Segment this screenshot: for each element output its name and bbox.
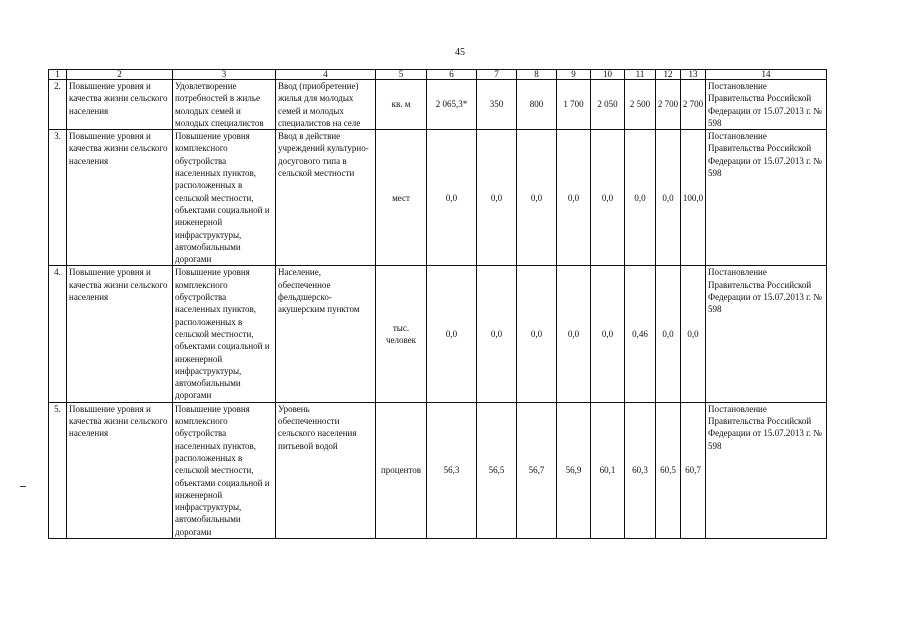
value-cell: 56,3 (427, 402, 477, 538)
task-cell: Повышение уровня комплексного обустройства населенных пунктов, расположенных в сельской местности, объектами социальной и инженерной инфраструктуры, автомобильными дорогами (173, 266, 276, 402)
column-number-row (49, 70, 827, 80)
task-cell: Повышение уровня комплексного обустройства населенных пунктов, расположенных в сельской местности, объектами социальной и инженерной инфраструктуры, автомобильными дорогами (173, 130, 276, 266)
value-cell: 0,0 (477, 266, 517, 402)
row-number: 2. (49, 80, 67, 130)
value-cell: 0,0 (681, 266, 706, 402)
task-cell: Удовлетворение потребностей в жилье молодых семей и молодых специалистов (173, 80, 276, 130)
value-cell: 1 700 (557, 80, 591, 130)
goal-cell: Повышение уровня и качества жизни сельского населения (67, 266, 173, 402)
goal-cell: Повышение уровня и качества жизни сельского населения (67, 402, 173, 538)
indicator-cell: Ввод (приобретение) жилья для молодых семей и молодых специалистов на селе (276, 80, 376, 130)
table-row (49, 402, 827, 538)
value-cell: 60,1 (591, 402, 625, 538)
indicators-table (48, 69, 827, 539)
table-row (49, 130, 827, 266)
source-cell: Постановление Правительства Российской Федерации от 15.07.2013 г. № 598 (706, 80, 827, 130)
value-cell: 60,5 (656, 402, 681, 538)
value-cell: 800 (517, 80, 557, 130)
indicator-cell: Ввод в действие учреждений культурно-досугового типа в сельской местности (276, 130, 376, 266)
value-cell: 0,0 (477, 130, 517, 266)
value-cell: 0,0 (557, 266, 591, 402)
value-cell: 56,5 (477, 402, 517, 538)
column-number-11: 11 (625, 70, 656, 80)
scan-mark (20, 486, 26, 487)
value-cell: 60,7 (681, 402, 706, 538)
column-number-12: 12 (656, 70, 681, 80)
value-cell: 0,0 (591, 266, 625, 402)
value-cell: 0,0 (517, 266, 557, 402)
column-number-1: 1 (49, 70, 67, 80)
value-cell: 60,3 (625, 402, 656, 538)
column-number-6: 6 (427, 70, 477, 80)
unit-cell: процентов (376, 402, 427, 538)
row-number: 4. (49, 266, 67, 402)
goal-cell: Повышение уровня и качества жизни сельского населения (67, 130, 173, 266)
unit-cell: кв. м (376, 80, 427, 130)
source-cell: Постановление Правительства Российской Федерации от 15.07.2013 г. № 598 (706, 402, 827, 538)
source-cell: Постановление Правительства Российской Федерации от 15.07.2013 г. № 598 (706, 266, 827, 402)
column-number-7: 7 (477, 70, 517, 80)
value-cell: 0,0 (517, 130, 557, 266)
value-cell: 56,9 (557, 402, 591, 538)
value-cell: 2 700 (681, 80, 706, 130)
column-number-2: 2 (67, 70, 173, 80)
column-number-5: 5 (376, 70, 427, 80)
unit-cell: тыс. человек (376, 266, 427, 402)
value-cell: 0,0 (656, 266, 681, 402)
task-cell: Повышение уровня комплексного обустройства населенных пунктов, расположенных в сельской местности, объектами социальной и инженерной инфраструктуры, автомобильными дорогами (173, 402, 276, 538)
value-cell: 2 050 (591, 80, 625, 130)
value-cell: 2 500 (625, 80, 656, 130)
indicator-cell: Уровень обеспеченности сельского населения питьевой водой (276, 402, 376, 538)
table-row (49, 80, 827, 130)
value-cell: 0,0 (591, 130, 625, 266)
column-number-14: 14 (706, 70, 827, 80)
value-cell: 56,7 (517, 402, 557, 538)
value-cell: 0,0 (656, 130, 681, 266)
unit-cell: мест (376, 130, 427, 266)
table-row (49, 266, 827, 402)
value-cell: 0,0 (427, 130, 477, 266)
value-cell: 350 (477, 80, 517, 130)
indicator-cell: Население, обеспеченное фельдшерско-акушерским пунктом (276, 266, 376, 402)
column-number-13: 13 (681, 70, 706, 80)
value-cell: 0,0 (625, 130, 656, 266)
column-number-3: 3 (173, 70, 276, 80)
value-cell: 2 700 (656, 80, 681, 130)
column-number-4: 4 (276, 70, 376, 80)
value-cell: 0,0 (557, 130, 591, 266)
row-number: 3. (49, 130, 67, 266)
page-number: 45 (455, 47, 465, 58)
value-cell: 0,46 (625, 266, 656, 402)
column-number-10: 10 (591, 70, 625, 80)
column-number-9: 9 (557, 70, 591, 80)
value-cell: 2 065,3* (427, 80, 477, 130)
value-cell: 0,0 (427, 266, 477, 402)
row-number: 5. (49, 402, 67, 538)
value-cell: 100,0 (681, 130, 706, 266)
column-number-8: 8 (517, 70, 557, 80)
goal-cell: Повышение уровня и качества жизни сельского населения (67, 80, 173, 130)
source-cell: Постановление Правительства Российской Федерации от 15.07.2013 г. № 598 (706, 130, 827, 266)
